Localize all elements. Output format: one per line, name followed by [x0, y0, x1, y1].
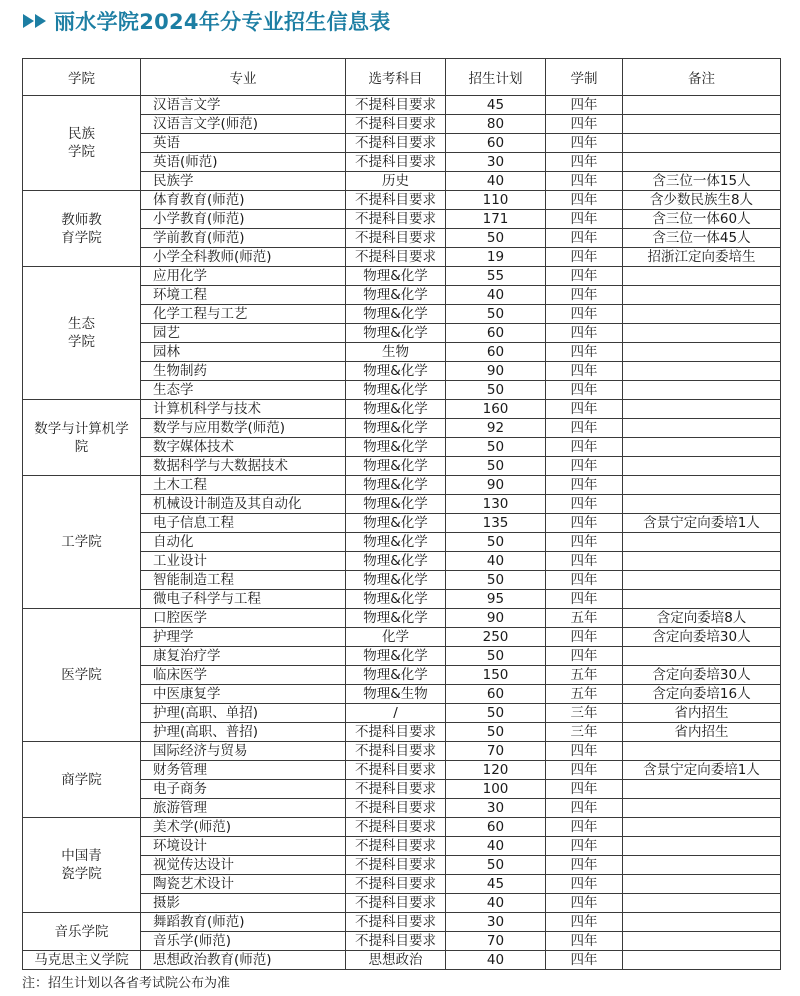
college-name-line: 瓷学院	[61, 866, 102, 882]
duration-cell: 四年	[546, 305, 623, 324]
table-row	[23, 742, 781, 761]
plan-cell: 40	[446, 286, 546, 305]
note-cell	[623, 286, 781, 305]
note-cell	[623, 856, 781, 875]
note-cell	[623, 419, 781, 438]
duration-cell: 四年	[546, 628, 623, 647]
note-cell: 含少数民族生8人	[623, 191, 781, 210]
college-name-line: 学院	[68, 334, 95, 350]
subject-cell: 化学	[346, 628, 446, 647]
major-cell: 国际经济与贸易	[141, 742, 346, 761]
major-cell: 生态学	[141, 381, 346, 400]
subject-cell: 不提科目要求	[346, 913, 446, 932]
note-cell	[623, 134, 781, 153]
major-cell: 汉语言文学(师范)	[141, 115, 346, 134]
subject-cell: 物理&化学	[346, 647, 446, 666]
college-name-line: 教师教	[61, 211, 102, 228]
college-name-line: 音乐学院	[54, 923, 109, 940]
subject-cell: 物理&化学	[346, 362, 446, 381]
subject-cell: 不提科目要求	[346, 96, 446, 115]
major-cell: 应用化学	[141, 267, 346, 286]
plan-cell: 45	[446, 96, 546, 115]
note-cell: 含定向委培30人	[623, 628, 781, 647]
duration-cell: 四年	[546, 362, 623, 381]
note-cell: 含景宁定向委培1人	[623, 761, 781, 780]
major-cell: 电子信息工程	[141, 514, 346, 533]
plan-cell: 120	[446, 761, 546, 780]
duration-cell: 四年	[546, 590, 623, 609]
table-row	[23, 951, 781, 970]
subject-cell: 不提科目要求	[346, 780, 446, 799]
subject-cell: 不提科目要求	[346, 932, 446, 951]
major-cell: 中医康复学	[141, 685, 346, 704]
column-header: 招生计划	[446, 59, 546, 96]
note-cell	[623, 343, 781, 362]
subject-cell: 不提科目要求	[346, 723, 446, 742]
college-name-line: 工学院	[61, 534, 102, 550]
major-cell: 化学工程与工艺	[141, 305, 346, 324]
major-cell: 微电子科学与工程	[141, 590, 346, 609]
note-cell	[623, 932, 781, 951]
duration-cell: 四年	[546, 780, 623, 799]
column-header: 备注	[623, 59, 781, 96]
major-cell: 自动化	[141, 533, 346, 552]
duration-cell: 四年	[546, 286, 623, 305]
page-title	[22, 6, 391, 36]
plan-cell: 19	[446, 248, 546, 267]
duration-cell: 三年	[546, 704, 623, 723]
plan-cell: 92	[446, 419, 546, 438]
plan-cell: 50	[446, 457, 546, 476]
note-cell	[623, 400, 781, 419]
plan-cell: 50	[446, 723, 546, 742]
duration-cell: 四年	[546, 533, 623, 552]
subject-cell: 物理&化学	[346, 438, 446, 457]
subject-cell: 不提科目要求	[346, 115, 446, 134]
major-cell: 康复治疗学	[141, 647, 346, 666]
note-cell	[623, 96, 781, 115]
duration-cell: 四年	[546, 343, 623, 362]
plan-cell: 40	[446, 552, 546, 571]
duration-cell: 四年	[546, 210, 623, 229]
note-cell	[623, 818, 781, 837]
college-cell	[23, 476, 141, 609]
subject-cell: 不提科目要求	[346, 248, 446, 267]
duration-cell: 四年	[546, 875, 623, 894]
subject-cell: 物理&化学	[346, 400, 446, 419]
subject-cell: 不提科目要求	[346, 856, 446, 875]
college-cell	[23, 951, 141, 970]
major-cell: 民族学	[141, 172, 346, 191]
note-cell	[623, 552, 781, 571]
major-cell: 财务管理	[141, 761, 346, 780]
subject-cell: 不提科目要求	[346, 134, 446, 153]
plan-cell: 45	[446, 875, 546, 894]
duration-cell: 四年	[546, 913, 623, 932]
subject-cell: 物理&化学	[346, 666, 446, 685]
plan-cell: 95	[446, 590, 546, 609]
subject-cell: 物理&化学	[346, 590, 446, 609]
duration-cell: 四年	[546, 419, 623, 438]
major-cell: 小学教育(师范)	[141, 210, 346, 229]
plan-cell: 30	[446, 913, 546, 932]
note-cell	[623, 438, 781, 457]
note-cell: 省内招生	[623, 704, 781, 723]
note-cell: 含定向委培30人	[623, 666, 781, 685]
duration-cell: 四年	[546, 381, 623, 400]
plan-cell: 160	[446, 400, 546, 419]
note-cell: 招浙江定向委培生	[623, 248, 781, 267]
major-cell: 园林	[141, 343, 346, 362]
major-cell: 音乐学(师范)	[141, 932, 346, 951]
major-cell: 视觉传达设计	[141, 856, 346, 875]
major-cell: 机械设计制造及其自动化	[141, 495, 346, 514]
duration-cell: 五年	[546, 685, 623, 704]
page-title-text: 丽水学院2024年分专业招生信息表	[54, 10, 391, 34]
note-cell	[623, 362, 781, 381]
major-cell: 电子商务	[141, 780, 346, 799]
major-cell: 旅游管理	[141, 799, 346, 818]
duration-cell: 四年	[546, 932, 623, 951]
subject-cell: 不提科目要求	[346, 799, 446, 818]
column-header: 专业	[141, 59, 346, 96]
major-cell: 小学全科教师(师范)	[141, 248, 346, 267]
major-cell: 园艺	[141, 324, 346, 343]
note-cell: 含定向委培16人	[623, 685, 781, 704]
table-row	[23, 818, 781, 837]
duration-cell: 四年	[546, 818, 623, 837]
college-cell	[23, 400, 141, 476]
major-cell: 汉语言文学	[141, 96, 346, 115]
subject-cell: 物理&化学	[346, 609, 446, 628]
note-cell	[623, 913, 781, 932]
plan-cell: 40	[446, 894, 546, 913]
note-cell	[623, 115, 781, 134]
note-cell: 含三位一体60人	[623, 210, 781, 229]
note-cell	[623, 647, 781, 666]
note-cell: 含三位一体15人	[623, 172, 781, 191]
subject-cell: 思想政治	[346, 951, 446, 970]
subject-cell: 不提科目要求	[346, 761, 446, 780]
major-cell: 体育教育(师范)	[141, 191, 346, 210]
subject-cell: 物理&化学	[346, 495, 446, 514]
plan-cell: 50	[446, 229, 546, 248]
major-cell: 数字媒体技术	[141, 438, 346, 457]
college-name-line: 生态	[68, 316, 95, 332]
duration-cell: 四年	[546, 172, 623, 191]
college-name-line: 数学与计算机学	[34, 420, 129, 437]
plan-cell: 40	[446, 837, 546, 856]
college-name-line: 民族	[68, 126, 95, 142]
subject-cell: 生物	[346, 343, 446, 362]
subject-cell: 历史	[346, 172, 446, 191]
duration-cell: 四年	[546, 400, 623, 419]
major-cell: 护理(高职、普招)	[141, 723, 346, 742]
subject-cell: 物理&化学	[346, 324, 446, 343]
subject-cell: 物理&化学	[346, 381, 446, 400]
plan-cell: 150	[446, 666, 546, 685]
duration-cell: 四年	[546, 495, 623, 514]
plan-cell: 70	[446, 932, 546, 951]
note-cell: 含定向委培8人	[623, 609, 781, 628]
note-cell	[623, 894, 781, 913]
subject-cell: 物理&化学	[346, 514, 446, 533]
duration-cell: 四年	[546, 514, 623, 533]
table-header-row	[23, 59, 781, 96]
duration-cell: 四年	[546, 115, 623, 134]
duration-cell: 四年	[546, 476, 623, 495]
subject-cell: /	[346, 704, 446, 723]
subject-cell: 不提科目要求	[346, 875, 446, 894]
major-cell: 生物制药	[141, 362, 346, 381]
major-cell: 工业设计	[141, 552, 346, 571]
major-cell: 计算机科学与技术	[141, 400, 346, 419]
college-name-line: 马克思主义学院	[34, 952, 129, 968]
plan-cell: 100	[446, 780, 546, 799]
admissions-table	[22, 58, 781, 970]
duration-cell: 三年	[546, 723, 623, 742]
note-cell	[623, 476, 781, 495]
duration-cell: 四年	[546, 438, 623, 457]
note-cell	[623, 533, 781, 552]
duration-cell: 四年	[546, 951, 623, 970]
duration-cell: 四年	[546, 153, 623, 172]
subject-cell: 物理&化学	[346, 419, 446, 438]
plan-cell: 90	[446, 476, 546, 495]
plan-cell: 110	[446, 191, 546, 210]
subject-cell: 不提科目要求	[346, 153, 446, 172]
major-cell: 数据科学与大数据技术	[141, 457, 346, 476]
plan-cell: 50	[446, 571, 546, 590]
plan-cell: 60	[446, 324, 546, 343]
major-cell: 美术学(师范)	[141, 818, 346, 837]
major-cell: 陶瓷艺术设计	[141, 875, 346, 894]
note-cell: 含三位一体45人	[623, 229, 781, 248]
college-cell	[23, 609, 141, 742]
subject-cell: 不提科目要求	[346, 818, 446, 837]
subject-cell: 不提科目要求	[346, 894, 446, 913]
note-cell	[623, 571, 781, 590]
note-cell	[623, 590, 781, 609]
note-cell	[623, 837, 781, 856]
subject-cell: 不提科目要求	[346, 229, 446, 248]
plan-cell: 80	[446, 115, 546, 134]
plan-cell: 60	[446, 685, 546, 704]
table-row	[23, 609, 781, 628]
duration-cell: 四年	[546, 248, 623, 267]
college-cell	[23, 191, 141, 267]
duration-cell: 四年	[546, 229, 623, 248]
duration-cell: 五年	[546, 609, 623, 628]
duration-cell: 四年	[546, 799, 623, 818]
note-cell	[623, 780, 781, 799]
note-cell	[623, 305, 781, 324]
duration-cell: 四年	[546, 837, 623, 856]
plan-cell: 130	[446, 495, 546, 514]
duration-cell: 四年	[546, 742, 623, 761]
plan-cell: 50	[446, 305, 546, 324]
major-cell: 土木工程	[141, 476, 346, 495]
major-cell: 环境设计	[141, 837, 346, 856]
plan-cell: 60	[446, 818, 546, 837]
plan-cell: 90	[446, 609, 546, 628]
subject-cell: 不提科目要求	[346, 210, 446, 229]
double-play-icon	[22, 12, 48, 30]
plan-cell: 60	[446, 134, 546, 153]
duration-cell: 四年	[546, 457, 623, 476]
subject-cell: 物理&化学	[346, 552, 446, 571]
plan-cell: 250	[446, 628, 546, 647]
plan-cell: 50	[446, 533, 546, 552]
table-row	[23, 267, 781, 286]
major-cell: 护理学	[141, 628, 346, 647]
duration-cell: 四年	[546, 96, 623, 115]
duration-cell: 四年	[546, 647, 623, 666]
college-cell	[23, 96, 141, 191]
note-cell	[623, 324, 781, 343]
college-name-line: 院	[74, 438, 89, 455]
duration-cell: 四年	[546, 552, 623, 571]
table-row	[23, 400, 781, 419]
major-cell: 思想政治教育(师范)	[141, 951, 346, 970]
major-cell: 数学与应用数学(师范)	[141, 419, 346, 438]
subject-cell: 不提科目要求	[346, 742, 446, 761]
subject-cell: 物理&化学	[346, 571, 446, 590]
subject-cell: 物理&化学	[346, 286, 446, 305]
college-cell	[23, 267, 141, 400]
plan-cell: 50	[446, 647, 546, 666]
plan-cell: 30	[446, 153, 546, 172]
major-cell: 英语	[141, 134, 346, 153]
major-cell: 临床医学	[141, 666, 346, 685]
duration-cell: 四年	[546, 571, 623, 590]
major-cell: 摄影	[141, 894, 346, 913]
note-cell	[623, 153, 781, 172]
duration-cell: 四年	[546, 324, 623, 343]
note-cell	[623, 495, 781, 514]
major-cell: 护理(高职、单招)	[141, 704, 346, 723]
note-cell	[623, 381, 781, 400]
column-header: 学院	[23, 59, 141, 96]
major-cell: 学前教育(师范)	[141, 229, 346, 248]
college-cell	[23, 913, 141, 951]
college-name-line: 医学院	[61, 667, 102, 683]
plan-cell: 50	[446, 856, 546, 875]
major-cell: 舞蹈教育(师范)	[141, 913, 346, 932]
major-cell: 智能制造工程	[141, 571, 346, 590]
note-cell	[623, 457, 781, 476]
table-row	[23, 913, 781, 932]
plan-cell: 50	[446, 438, 546, 457]
plan-cell: 50	[446, 381, 546, 400]
subject-cell: 物理&化学	[346, 533, 446, 552]
note-cell	[623, 267, 781, 286]
subject-cell: 物理&化学	[346, 476, 446, 495]
subject-cell: 物理&化学	[346, 305, 446, 324]
subject-cell: 物理&化学	[346, 267, 446, 286]
subject-cell: 不提科目要求	[346, 191, 446, 210]
note-cell	[623, 799, 781, 818]
plan-cell: 50	[446, 704, 546, 723]
duration-cell: 四年	[546, 894, 623, 913]
major-cell: 口腔医学	[141, 609, 346, 628]
subject-cell: 物理&生物	[346, 685, 446, 704]
major-cell: 环境工程	[141, 286, 346, 305]
college-cell	[23, 742, 141, 818]
duration-cell: 五年	[546, 666, 623, 685]
column-header: 选考科目	[346, 59, 446, 96]
duration-cell: 四年	[546, 134, 623, 153]
duration-cell: 四年	[546, 761, 623, 780]
note-cell: 含景宁定向委培1人	[623, 514, 781, 533]
college-name-line: 学院	[68, 144, 95, 160]
plan-cell: 135	[446, 514, 546, 533]
plan-cell: 40	[446, 172, 546, 191]
plan-cell: 60	[446, 343, 546, 362]
note-cell	[623, 875, 781, 894]
table-header	[23, 59, 781, 96]
subject-cell: 物理&化学	[346, 457, 446, 476]
table-row	[23, 476, 781, 495]
note-cell: 省内招生	[623, 723, 781, 742]
plan-cell: 30	[446, 799, 546, 818]
college-name-line: 育学院	[61, 229, 102, 246]
column-header: 学制	[546, 59, 623, 96]
note-cell	[623, 742, 781, 761]
duration-cell: 四年	[546, 856, 623, 875]
duration-cell: 四年	[546, 191, 623, 210]
major-cell: 英语(师范)	[141, 153, 346, 172]
plan-cell: 70	[446, 742, 546, 761]
college-cell	[23, 818, 141, 913]
college-name-line: 中国青	[61, 848, 102, 864]
table-row	[23, 96, 781, 115]
plan-cell: 55	[446, 267, 546, 286]
footnote: 注：招生计划以各省考试院公布为准	[22, 976, 231, 991]
table-row	[23, 191, 781, 210]
note-cell	[623, 951, 781, 970]
plan-cell: 171	[446, 210, 546, 229]
plan-cell: 90	[446, 362, 546, 381]
duration-cell: 四年	[546, 267, 623, 286]
table-body	[23, 96, 781, 970]
subject-cell: 不提科目要求	[346, 837, 446, 856]
plan-cell: 40	[446, 951, 546, 970]
college-name-line: 商学院	[61, 771, 102, 788]
